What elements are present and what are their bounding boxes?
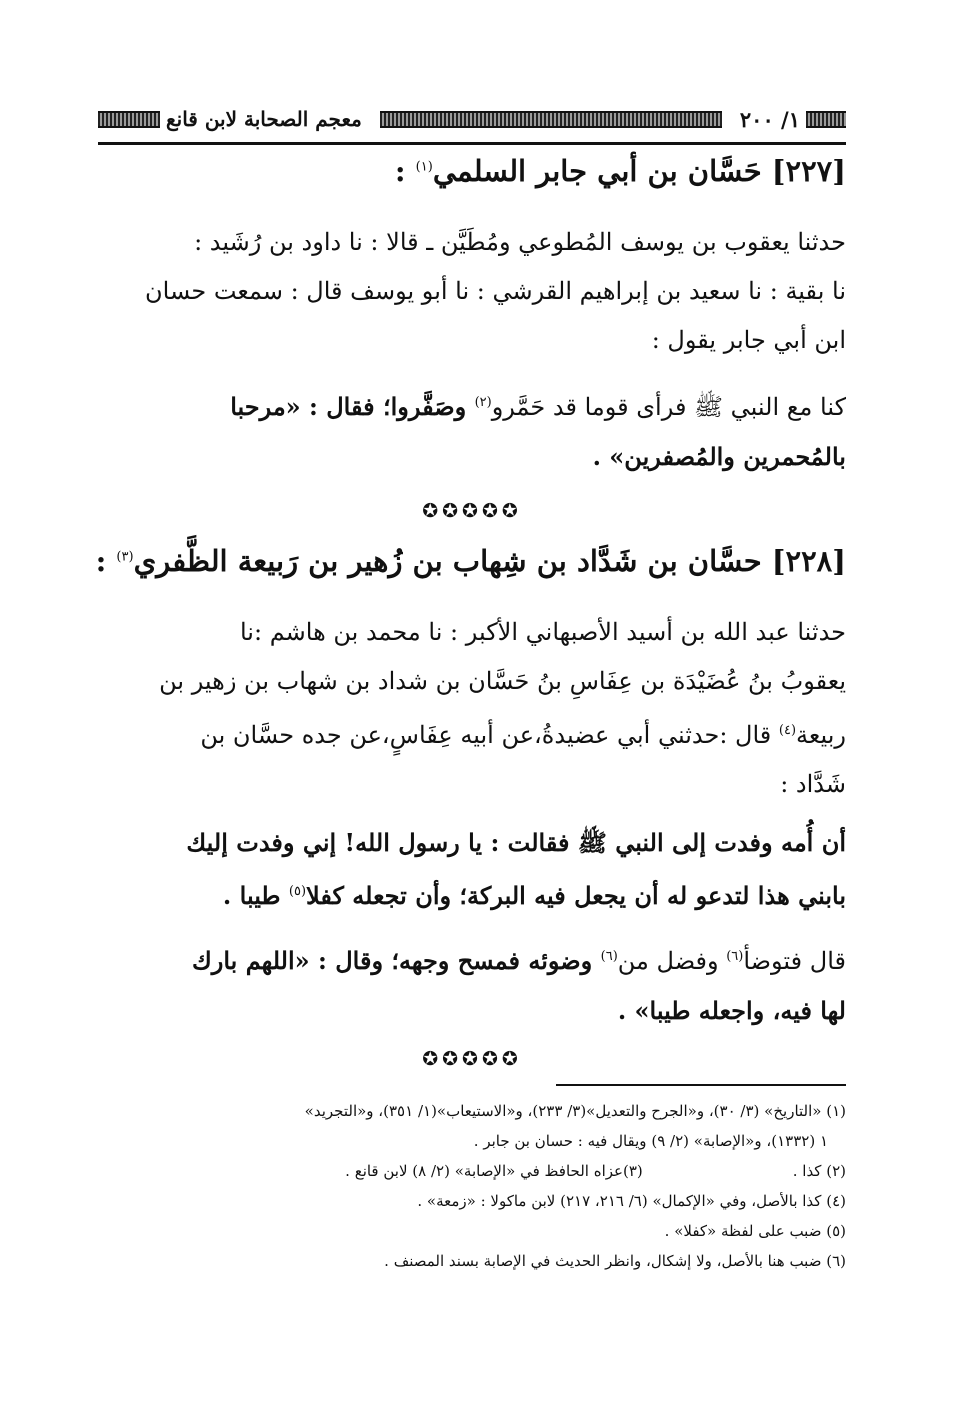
entry-228-isnad [98,608,846,809]
entry-228-title-text: [٢٢٨] حسَّان بن شَدَّاد بن شِهاب بن زُهير بن رَبيعة الظَّفري [133,544,846,578]
book-title: معجم الصحابة لابن قانع [166,107,362,131]
header-rule [98,142,846,145]
entry-227-title-end: : [394,154,416,188]
page-number: ١/ ٢٠٠ [739,106,800,132]
matn-text: وصَفَّروا؛ فقال : «مرحبا [230,392,475,421]
footnote-6: (٦) ضبب هنا بالأصل، ولا إشكال، وانظر الحديث في الإصابة بسند المصنف . [384,1252,846,1270]
entry-227-isnad [98,218,846,365]
isnad-line: ابن أبي جابر يقول : [651,326,846,354]
footnote-5: (٥) ضبب على لفظة «كفلا» . [664,1222,846,1240]
isnad-line: شَدَّاد : [780,770,846,798]
matn-text: طيبا . [222,881,289,910]
matn-line [98,378,846,432]
matn-line: لها فيه، واجعله طيبا» . [617,996,846,1025]
footnote-ref-3: (٣) [116,549,134,565]
isnad-line: يعقوبُ بنُ عُضَيْدَة بن عِفَاسِ بنُ حَسَّان بن شداد بن شهاب بن زهير بن [159,667,846,695]
matn-line [98,867,846,920]
isnad-text: ربيعة [796,721,846,749]
footnote-1-cont: ١ (١٣٣٢)، و«الإصابة» (٢/ ٩) ويقال فيه : حسان بن جابر . [473,1132,828,1150]
footnote-ref-2: (٢) [474,395,492,410]
matn-text: بابني هذا لتدعو له أن يجعل فيه البركة؛ وأن تجعله كفلا [306,881,846,910]
matn-text: قال فتوضأ [743,947,846,975]
isnad-line [98,706,846,760]
footnote-1: (١) «التاريخ» (٣/ ٣٠)، و«الجرح والتعديل»(٣/ ٢٣٣)، و«الاستيعاب»(١/ ٣٥١)، و«التجريد» [304,1102,846,1120]
footnote-ref-6: (٦) [600,949,618,964]
footnotes [98,1096,846,1276]
isnad-line: حدثنا عبد الله بن أسيد الأصبهاني الأكبر : نا محمد بن هاشم :نا [239,618,846,646]
entry-228-matn-cont [98,932,846,1035]
book-page [95,88,846,1348]
isnad-text: قال :حدثني أبي عضيدةُ،عن أبيه عِفَاسٍ،عن جده حسَّان بن [200,721,779,749]
matn-line: أن أُمه وفدت إلى النبي ﷺ فقالت : يا رسول الله! إني وفدت إليك [186,828,846,857]
footnote-4: (٤) كذا بالأصل، وفي «الإكمال» (٦/ ٢١٦، ٢١٧) لابن ماكولا : «زمعة» . [417,1192,846,1210]
matn-line: بالمُحمرين والمُصفرين» . [592,442,846,471]
header-ornament-left [98,111,160,128]
footnote-ref-6: (٦) [726,949,744,964]
footnote-3: (٣)عزاه الحافظ في «الإصابة» (٢/ ٨) لابن قانع . [345,1162,643,1180]
entry-228-title-end: : [95,544,117,578]
entry-228-matn [98,818,846,920]
matn-text: كنا مع النبي ﷺ فرأى قوما قد حَمَّرو [491,393,846,421]
footnote-ref-5: (٥) [288,884,307,899]
isnad-line: نا بقية : نا سعيد بن إبراهيم القرشي : نا أبو يوسف قال : سمعت حسان [145,277,846,305]
entry-227-title-text: [٢٢٧] حَسَّان بن أبي جابر السلمي [432,154,846,188]
matn-text: وضوئه فمسح وجهه؛ وقال : «اللهم بارك [191,946,601,975]
footnote-ref-4: (٤) [778,723,797,738]
section-separator: ✪✪✪✪✪ [422,500,522,522]
running-header [98,102,846,136]
section-separator: ✪✪✪✪✪ [422,1048,522,1070]
entry-228-title [95,544,846,578]
footnote-2: (٢) كذا . [792,1162,846,1180]
header-ornament-middle [380,111,722,128]
footnote-row [98,1156,846,1186]
header-ornament-right [806,111,846,128]
matn-text: وفضل من [617,947,727,975]
footnote-ref-1: (١) [415,159,433,175]
entry-227-matn [98,378,846,481]
entry-227-title [98,154,846,188]
matn-line [98,932,846,986]
footnote-rule [556,1084,846,1086]
isnad-line: حدثنا يعقوب بن يوسف المُطوعي ومُطَيَّن ـ قالا : نا داود بن رُشَيد : [194,228,846,256]
